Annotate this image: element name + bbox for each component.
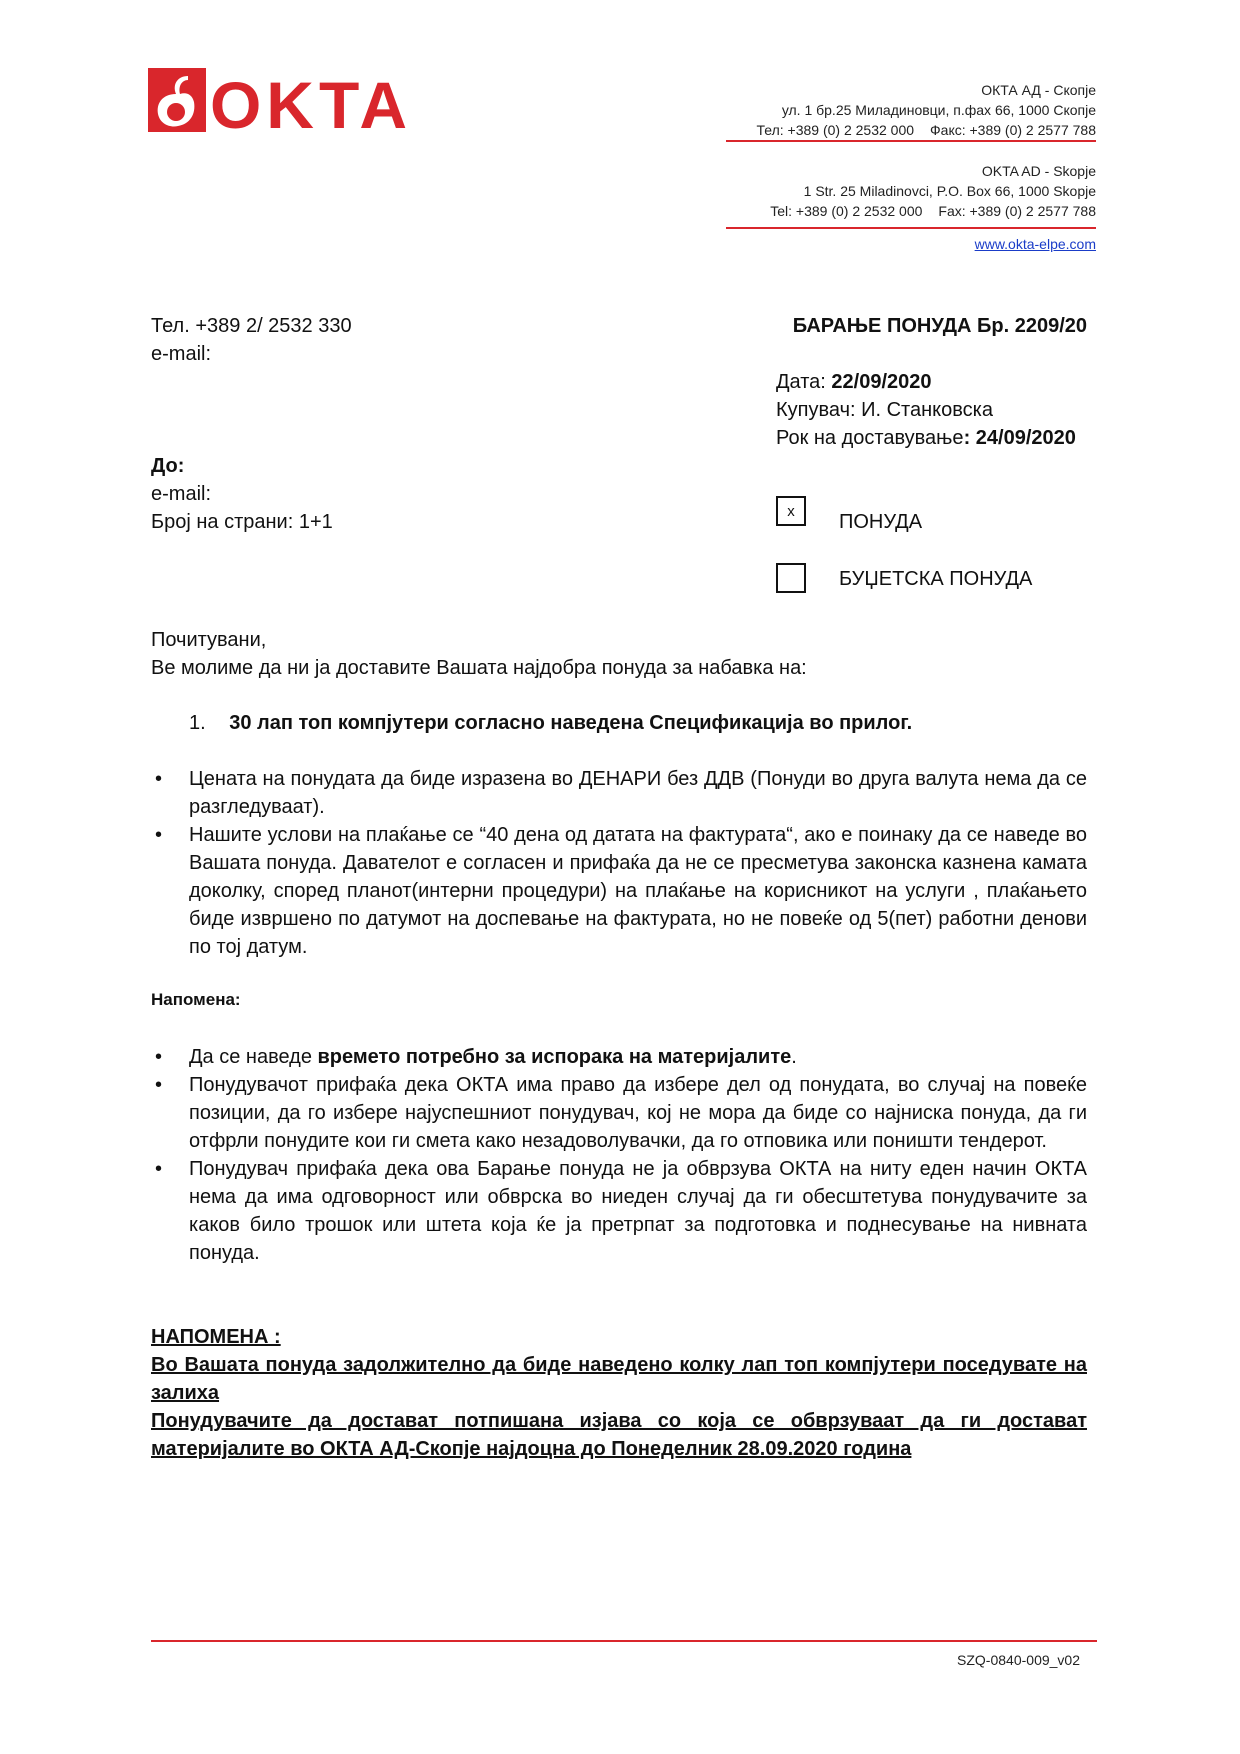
contact-line-en <box>770 201 1096 221</box>
final-note-line-1: Во Вашата понуда задолжително да биде наведено колку лап топ компјутери поседувате на залиха <box>151 1354 1087 1404</box>
option-label-budget-offer: БУЏЕТСКА ПОНУДА <box>839 568 1033 590</box>
request-deadline: Рок на доставување: 24/09/2020 <box>776 427 1076 449</box>
phone-mk: Тел: +389 (0) 2 2532 000 <box>756 122 915 138</box>
final-note-heading: НАПОМЕНА : <box>151 1326 281 1348</box>
address-en: 1 Str. 25 Miladinovci, P.O. Box 66, 1000 Skopje <box>803 183 1096 199</box>
request-item <box>189 709 912 737</box>
header-address-mk <box>756 80 1096 140</box>
final-note-line-2: Понудувачите да доставaт потпишана изјава со која се обврзуваат да ги достават материјалите во ОКТА АД-Скопје најдоцна до Понеделник 28.09.2020 година <box>151 1410 1087 1460</box>
option-checkbox-offer[interactable]: x <box>776 496 806 526</box>
header-divider-1 <box>726 140 1096 142</box>
company-name-en: OKTA AD - Skopje <box>981 163 1096 179</box>
greeting: Почитувани, <box>151 629 267 651</box>
final-note <box>151 1323 1087 1463</box>
company-name-mk: ОКТА АД - Скопје <box>981 82 1096 98</box>
fax-en: Fax: +389 (0) 2 2577 788 <box>938 203 1096 219</box>
sender-email: e-mail: <box>151 343 212 365</box>
sender-phone: Тел. +389 2/ 2532 330 <box>151 315 352 337</box>
footer-divider <box>151 1640 1097 1642</box>
item-text: 30 лап топ компјутери согласно наведена Спецификација во прилог. <box>229 712 913 734</box>
recipient-pages: Број на страни: 1+1 <box>151 511 333 533</box>
sender-block <box>151 312 352 368</box>
request-date: Дата: 22/09/2020 <box>776 371 932 393</box>
note-label: Напомена: <box>151 990 241 1009</box>
phone-en: Tel: +389 (0) 2 2532 000 <box>770 203 923 219</box>
header-divider-2 <box>726 227 1096 229</box>
intro-text: Ве молиме да ни ја доставите Вашата најдобра понуда за набавка на: <box>151 657 807 679</box>
request-details <box>776 368 1076 452</box>
note-item: • Понудувач прифаќа дека ова Барање понуда не ја обврзува ОКТА на ниту еден начин ОКТА нема да има одговорност или обврска во ниеден случај да ги обесштетува понудувачите за каков било трошок или штета која ќе ја претрпат за подготовка и поднесување на нивната понуда. <box>151 1155 1087 1267</box>
website-link[interactable]: www.okta-elpe.com <box>974 236 1096 252</box>
note-item: • Да се наведе времето потребно за испорака на материјалите. <box>151 1043 1087 1071</box>
intro-block <box>151 626 1087 682</box>
notes-list <box>151 1043 1087 1267</box>
condition-item: • Нашите услови на плаќање се “40 дена од датата на фактурата“, ако е поинаку да се наведе во Вашата понуда. Давателот е согласен и прифаќа да не се пресметува законска казнена камата доколку, според планот(интерни процедури) на плаќање на корисникот на услуги , плаќањето биде извршено по датумот на доспевање на фактурата, но не повеќе од 5(пет) работни денови по тој датум. <box>151 821 1087 961</box>
address-mk: ул. 1 бр.25 Миладиновци, п.фах 66, 1000 Скопје <box>781 102 1096 118</box>
recipient-email: e-mail: <box>151 483 212 505</box>
item-number: 1. <box>189 712 206 734</box>
recipient-block <box>151 452 333 536</box>
option-label-offer: ПОНУДА <box>839 511 923 533</box>
option-checkbox-budget-offer[interactable] <box>776 563 806 593</box>
recipient-to: До: <box>151 455 185 477</box>
request-title: БАРАЊЕ ПОНУДА Бр. 2209/20 <box>792 315 1087 337</box>
note-item: • Понудувачот прифаќа дека ОКТА има право да избере дел од понудата, во случај на повеќе позиции, да го избере најуспешниот понудувач, кој не мора да биде со најниска понуда, да ги отфрли понудите кои ги смета како незадоволувачки, да го отповика или поништи тендерот. <box>151 1071 1087 1155</box>
fax-mk: Факс: +389 (0) 2 2577 788 <box>930 122 1096 138</box>
contact-line-mk <box>756 120 1096 140</box>
request-buyer: Купувач: И. Станковска <box>776 399 993 421</box>
header-address-en <box>770 161 1096 221</box>
document-code: SZQ-0840-009_v02 <box>957 1652 1080 1668</box>
conditions-list <box>151 765 1087 961</box>
condition-item: • Цената на понудата да биде изразена во ДЕНАРИ без ДДВ (Понуди во друга валута нема да се разгледуваат). <box>151 765 1087 821</box>
logo-text: OKTA <box>210 68 406 138</box>
okta-logo <box>148 66 408 138</box>
